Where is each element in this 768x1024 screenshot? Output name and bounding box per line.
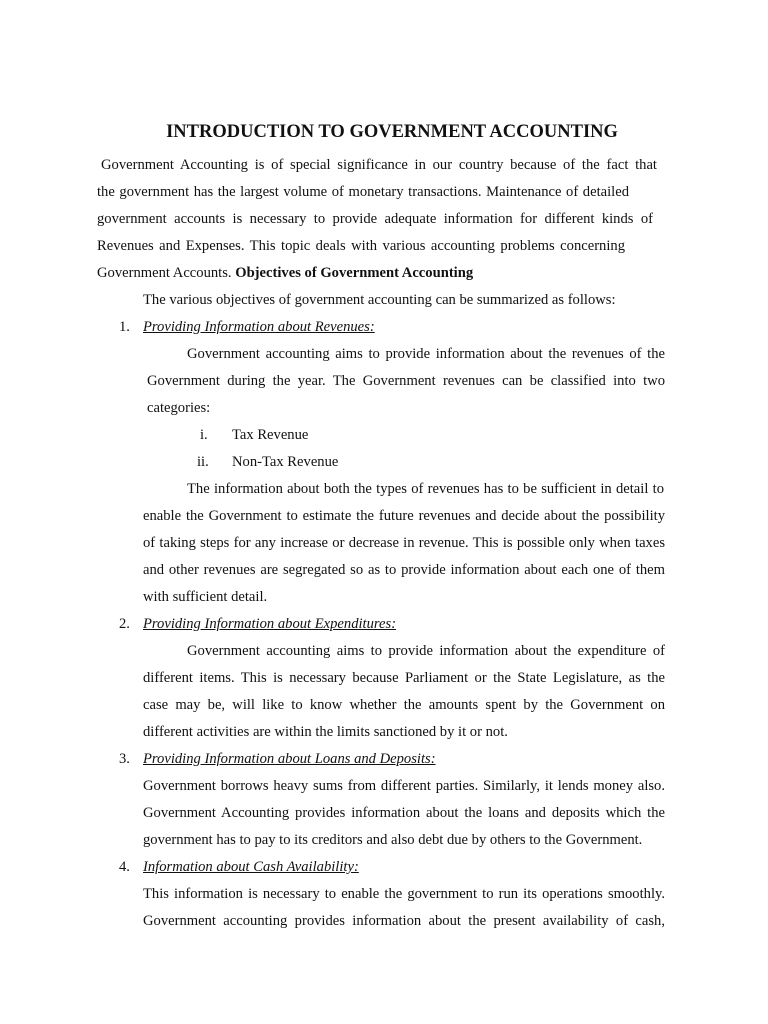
section-heading: Providing Information about Expenditures: — [143, 616, 397, 632]
paragraph-line: enable the Government to estimate the future revenues and decide about the possibility — [143, 508, 665, 524]
sub-item-numeral: ii. — [197, 454, 209, 470]
intro-line — [97, 264, 473, 282]
intro-line: Government Accounting is of special significance in our country because of the fact that — [101, 157, 657, 173]
intro-line: the government has the largest volume of monetary transactions. Maintenance of detailed — [97, 184, 629, 200]
section-number: 4. — [119, 859, 130, 875]
objectives-heading: Objectives of Government Accounting — [235, 265, 474, 281]
paragraph-line: Government accounting provides information about the present availability of cash, — [143, 913, 665, 929]
sub-item-text: Non-Tax Revenue — [232, 454, 339, 470]
paragraph-line: government has to pay to its creditors and also debt due by others to the Government. — [143, 832, 643, 848]
intro-line: Revenues and Expenses. This topic deals with various accounting problems concerning — [97, 238, 625, 254]
paragraph-line: case may be, will like to know whether the amounts spent by the Government on — [143, 697, 665, 713]
section-heading: Information about Cash Availability: — [143, 859, 359, 875]
section-number: 2. — [119, 616, 130, 632]
paragraph-line: Government accounting aims to provide information about the expenditure of — [187, 643, 665, 659]
paragraph-line: of taking steps for any increase or decrease in revenue. This is possible only when taxes — [143, 535, 665, 551]
paragraph-line: The information about both the types of revenues has to be sufficient in detail to — [187, 481, 664, 497]
page-title: INTRODUCTION TO GOVERNMENT ACCOUNTING — [166, 122, 618, 142]
paragraph-line: different items. This is necessary because Parliament or the State Legislature, as the — [143, 670, 665, 686]
paragraph-line: and other revenues are segregated so as to provide information about each one of them — [143, 562, 665, 578]
section-heading: Providing Information about Revenues: — [143, 319, 375, 335]
section-number: 1. — [119, 319, 130, 335]
intro-last-line: Government Accounts. — [97, 265, 232, 281]
paragraph-line: different activities are within the limits sanctioned by it or not. — [143, 724, 508, 740]
paragraph-line: Government Accounting provides information about the loans and deposits which the — [143, 805, 665, 821]
sub-item-numeral: i. — [200, 427, 208, 443]
paragraph-line: Government during the year. The Government revenues can be classified into two — [147, 373, 665, 389]
sub-item-text: Tax Revenue — [232, 427, 309, 443]
section-number: 3. — [119, 751, 130, 767]
section-heading: Providing Information about Loans and Deposits: — [143, 751, 436, 767]
paragraph-line: Government borrows heavy sums from different parties. Similarly, it lends money also. — [143, 778, 665, 794]
intro-line: government accounts is necessary to provide adequate information for different kinds of — [97, 211, 653, 227]
objectives-intro: The various objectives of government accounting can be summarized as follows: — [143, 292, 616, 308]
paragraph-line: Government accounting aims to provide information about the revenues of the — [187, 346, 665, 362]
paragraph-line: with sufficient detail. — [143, 589, 268, 605]
paragraph-line: This information is necessary to enable the government to run its operations smoothly. — [143, 886, 665, 902]
paragraph-line: categories: — [147, 400, 211, 416]
